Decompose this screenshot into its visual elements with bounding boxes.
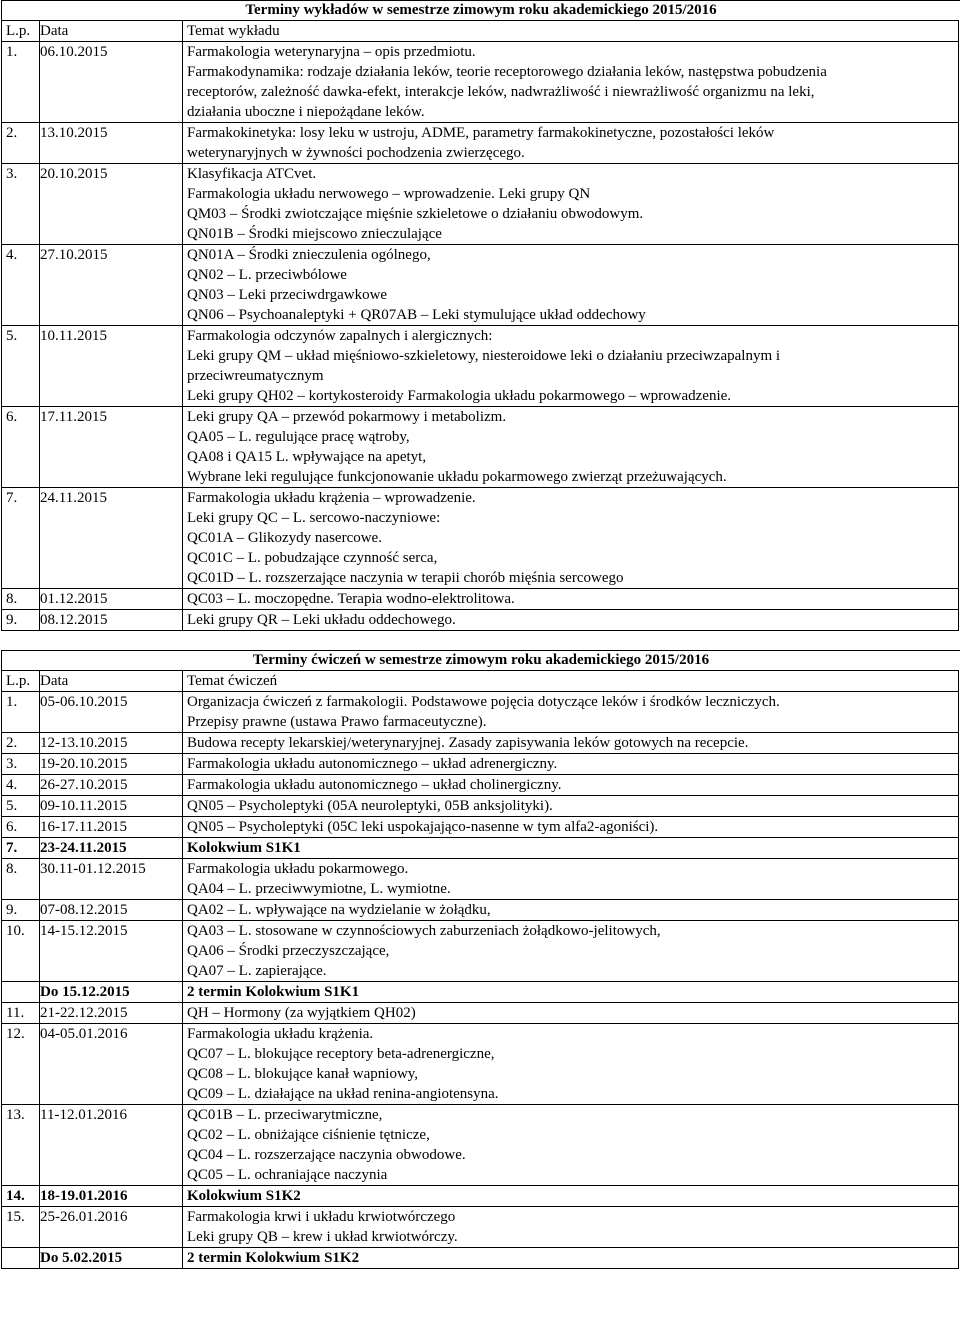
table-row xyxy=(2,817,959,838)
topic-line: Farmakologia układu autonomicznego – układ adrenergiczny. xyxy=(187,756,558,772)
topic-line: Farmakologia odczynów zapalnych i alergicznych: xyxy=(187,328,493,344)
topic-line: QC01D – L. rozszerzające naczynia w terapii chorób mięśnia sercowego xyxy=(187,570,624,586)
row-topic xyxy=(183,1105,959,1186)
header-lp: L.p. xyxy=(2,21,40,42)
topic-line: QC01A – Glikozydy nasercowe. xyxy=(187,530,382,546)
row-date: 01.12.2015 xyxy=(40,589,183,610)
topic-line: Farmakodynamika: rodzaje działania leków, teorie receptorowego działania leków, następstwa pobudzenia xyxy=(187,64,827,80)
topic-line: Organizacja ćwiczeń z farmakologii. Podstawowe pojęcia dotyczące leków i środków leczniczych. xyxy=(187,694,780,710)
topic-line: Farmakologia weterynaryjna – opis przedmiotu. xyxy=(187,44,476,60)
header-topic: Temat wykładu xyxy=(183,21,959,42)
table-row xyxy=(2,589,959,610)
row-number: 8. xyxy=(2,859,40,900)
topic-line: Farmakologia układu nerwowego – wprowadzenie. Leki grupy QN xyxy=(187,186,591,202)
exercises-header-row xyxy=(2,671,959,692)
topic-line: Leki grupy QC – L. sercowo-naczyniowe: xyxy=(187,510,441,526)
row-topic xyxy=(183,123,959,164)
row-number: 13. xyxy=(2,1105,40,1186)
row-date: 27.10.2015 xyxy=(40,245,183,326)
topic-line: QC03 – L. moczopędne. Terapia wodno-elektrolitowa. xyxy=(187,591,515,607)
topic-line: QC02 – L. obniżające ciśnienie tętnicze, xyxy=(187,1127,430,1143)
row-date: 24.11.2015 xyxy=(40,488,183,589)
row-date: 18-19.01.2016 xyxy=(40,1186,183,1207)
topic-line: Farmakologia układu krążenia – wprowadzenie. xyxy=(187,490,476,506)
row-date: 20.10.2015 xyxy=(40,164,183,245)
row-date: 14-15.12.2015 xyxy=(40,921,183,982)
table-row xyxy=(2,488,959,589)
row-date: 17.11.2015 xyxy=(40,407,183,488)
exercises-table xyxy=(1,670,959,1269)
header-date: Data xyxy=(40,671,183,692)
table-row xyxy=(2,733,959,754)
row-date: 08.12.2015 xyxy=(40,610,183,631)
topic-line: QA05 – L. regulujące pracę wątroby, xyxy=(187,429,410,445)
row-topic xyxy=(183,1024,959,1105)
topic-line: QM03 – Środki zwiotczające mięśnie szkieletowe o działaniu obwodowym. xyxy=(187,206,644,222)
topic-line: Leki grupy QM – układ mięśniowo-szkieletowy, niesteroidowe leki o działaniu przeciwzapalnym i xyxy=(187,348,781,364)
topic-line: QN05 – Psycholeptyki (05A neuroleptyki, 05B anksjolityki). xyxy=(187,798,553,814)
row-topic xyxy=(183,982,959,1003)
exercises-title: Terminy ćwiczeń w semestrze zimowym roku akademickiego 2015/2016 xyxy=(1,650,960,670)
lectures-title: Terminy wykładów w semestrze zimowym roku akademickiego 2015/2016 xyxy=(1,0,960,20)
row-topic xyxy=(183,733,959,754)
row-date: 26-27.10.2015 xyxy=(40,775,183,796)
row-date: 23-24.11.2015 xyxy=(40,838,183,859)
row-number: 2. xyxy=(2,123,40,164)
row-number: 7. xyxy=(2,838,40,859)
row-number: 3. xyxy=(2,754,40,775)
row-topic xyxy=(183,1186,959,1207)
table-row xyxy=(2,982,959,1003)
topic-line: receptorów, zależność dawka-efekt, interakcje leków, nadwrażliwość i niewrażliwość organizmu na leki, xyxy=(187,84,815,100)
row-number xyxy=(2,1248,40,1269)
topic-line: QA08 i QA15 L. wpływające na apetyt, xyxy=(187,449,427,465)
table-row xyxy=(2,1003,959,1024)
topic-line: Wybrane leki regulujące funkcjonowanie układu pokarmowego zwierząt przeżuwających. xyxy=(187,469,727,485)
table-row xyxy=(2,838,959,859)
table-row xyxy=(2,754,959,775)
table-row xyxy=(2,692,959,733)
row-number: 6. xyxy=(2,407,40,488)
row-date: 21-22.12.2015 xyxy=(40,1003,183,1024)
row-date: 30.11-01.12.2015 xyxy=(40,859,183,900)
header-lp: L.p. xyxy=(2,671,40,692)
topic-line: QN05 – Psycholeptyki (05C leki uspokajająco-nasenne w tym alfa2-agoniści). xyxy=(187,819,659,835)
row-date: 13.10.2015 xyxy=(40,123,183,164)
table-row xyxy=(2,123,959,164)
row-date: 06.10.2015 xyxy=(40,42,183,123)
row-topic xyxy=(183,921,959,982)
row-topic xyxy=(183,488,959,589)
table-row xyxy=(2,245,959,326)
topic-line: Kolokwium S1K1 xyxy=(187,840,301,856)
row-topic xyxy=(183,838,959,859)
row-date: 11-12.01.2016 xyxy=(40,1105,183,1186)
row-number: 11. xyxy=(2,1003,40,1024)
row-topic xyxy=(183,900,959,921)
header-date: Data xyxy=(40,21,183,42)
topic-line: QA04 – L. przeciwwymiotne, L. wymiotne. xyxy=(187,881,451,897)
row-topic xyxy=(183,326,959,407)
topic-line: QC08 – L. blokujące kanał wapniowy, xyxy=(187,1066,419,1082)
table-row xyxy=(2,796,959,817)
table-row xyxy=(2,1207,959,1248)
row-number: 2. xyxy=(2,733,40,754)
row-number: 3. xyxy=(2,164,40,245)
table-row xyxy=(2,1248,959,1269)
table-row xyxy=(2,1105,959,1186)
topic-line: Farmakologia układu autonomicznego – układ cholinergiczny. xyxy=(187,777,562,793)
table-row xyxy=(2,1186,959,1207)
topic-line: Leki grupy QA – przewód pokarmowy i metabolizm. xyxy=(187,409,507,425)
row-number: 1. xyxy=(2,692,40,733)
row-topic xyxy=(183,817,959,838)
table-row xyxy=(2,407,959,488)
topic-line: QC09 – L. działające na układ renina-angiotensyna. xyxy=(187,1086,499,1102)
topic-line: QN01B – Środki miejscowo znieczulające xyxy=(187,226,442,242)
row-topic xyxy=(183,1003,959,1024)
row-number xyxy=(2,982,40,1003)
row-topic xyxy=(183,245,959,326)
table-row xyxy=(2,921,959,982)
topic-line: QN06 – Psychoanaleptyki + QR07AB – Leki stymulujące układ oddechowy xyxy=(187,307,646,323)
lectures-table xyxy=(1,20,959,631)
topic-line: QN01A – Środki znieczulenia ogólnego, xyxy=(187,247,431,263)
row-date: Do 15.12.2015 xyxy=(40,982,183,1003)
topic-line: QA03 – L. stosowane w czynnościowych zaburzeniach żołądkowo-jelitowych, xyxy=(187,923,661,939)
row-number: 14. xyxy=(2,1186,40,1207)
topic-line: QC01B – L. przeciwarytmiczne, xyxy=(187,1107,383,1123)
header-topic: Temat ćwiczeń xyxy=(183,671,959,692)
topic-line: Budowa recepty lekarskiej/weterynaryjnej. Zasady zapisywania leków gotowych na recepcie. xyxy=(187,735,749,751)
row-topic xyxy=(183,407,959,488)
row-date: 12-13.10.2015 xyxy=(40,733,183,754)
row-number: 12. xyxy=(2,1024,40,1105)
topic-line: Przepisy prawne (ustawa Prawo farmaceutyczne). xyxy=(187,714,487,730)
topic-line: Farmakokinetyka: losy leku w ustroju, ADME, parametry farmakokinetyczne, pozostałości leków xyxy=(187,125,775,141)
table-row xyxy=(2,1024,959,1105)
table-row xyxy=(2,859,959,900)
topic-line: działania uboczne i niepożądane leków. xyxy=(187,104,425,120)
topic-line: przeciwreumatycznym xyxy=(187,368,324,384)
row-number: 4. xyxy=(2,245,40,326)
row-number: 7. xyxy=(2,488,40,589)
topic-line: QH – Hormony (za wyjątkiem QH02) xyxy=(187,1005,416,1021)
row-topic xyxy=(183,610,959,631)
row-number: 15. xyxy=(2,1207,40,1248)
topic-line: 2 termin Kolokwium S1K1 xyxy=(187,984,360,1000)
topic-line: Leki grupy QB – krew i układ krwiotwórczy. xyxy=(187,1229,458,1245)
row-date: 05-06.10.2015 xyxy=(40,692,183,733)
topic-line: QC05 – L. ochraniające naczynia xyxy=(187,1167,388,1183)
topic-line: Farmakologia krwi i układu krwiotwórczego xyxy=(187,1209,456,1225)
topic-line: Farmakologia układu krążenia. xyxy=(187,1026,374,1042)
lectures-header-row xyxy=(2,21,959,42)
topic-line: QA07 – L. zapierające. xyxy=(187,963,327,979)
row-date: 09-10.11.2015 xyxy=(40,796,183,817)
row-topic xyxy=(183,692,959,733)
row-number: 5. xyxy=(2,796,40,817)
topic-line: weterynaryjnych w żywności pochodzenia zwierzęcego. xyxy=(187,145,525,161)
row-number: 4. xyxy=(2,775,40,796)
table-row xyxy=(2,326,959,407)
topic-line: Klasyfikacja ATCvet. xyxy=(187,166,317,182)
row-date: 07-08.12.2015 xyxy=(40,900,183,921)
topic-line: Leki grupy QH02 – kortykosteroidy Farmakologia układu pokarmowego – wprowadzenie. xyxy=(187,388,732,404)
row-date: 10.11.2015 xyxy=(40,326,183,407)
topic-line: 2 termin Kolokwium S1K2 xyxy=(187,1250,360,1266)
row-topic xyxy=(183,164,959,245)
row-date: 16-17.11.2015 xyxy=(40,817,183,838)
row-number: 8. xyxy=(2,589,40,610)
table-row xyxy=(2,900,959,921)
topic-line: QN02 – L. przeciwbólowe xyxy=(187,267,347,283)
row-topic xyxy=(183,1248,959,1269)
row-date: 25-26.01.2016 xyxy=(40,1207,183,1248)
table-row xyxy=(2,610,959,631)
row-number: 1. xyxy=(2,42,40,123)
row-number: 9. xyxy=(2,900,40,921)
table-row xyxy=(2,775,959,796)
row-number: 5. xyxy=(2,326,40,407)
row-topic xyxy=(183,796,959,817)
table-row xyxy=(2,164,959,245)
topic-line: Leki grupy QR – Leki układu oddechowego. xyxy=(187,612,456,628)
row-number: 10. xyxy=(2,921,40,982)
row-number: 9. xyxy=(2,610,40,631)
row-topic xyxy=(183,1207,959,1248)
topic-line: QC01C – L. pobudzające czynność serca, xyxy=(187,550,438,566)
topic-line: QC04 – L. rozszerzające naczynia obwodowe. xyxy=(187,1147,466,1163)
row-date: 04-05.01.2016 xyxy=(40,1024,183,1105)
row-date: Do 5.02.2015 xyxy=(40,1248,183,1269)
topic-line: QA02 – L. wpływające na wydzielanie w żołądku, xyxy=(187,902,491,918)
row-topic xyxy=(183,859,959,900)
row-date: 19-20.10.2015 xyxy=(40,754,183,775)
topic-line: QN03 – Leki przeciwdrgawkowe xyxy=(187,287,388,303)
topic-line: Farmakologia układu pokarmowego. xyxy=(187,861,409,877)
row-topic xyxy=(183,589,959,610)
row-topic xyxy=(183,42,959,123)
topic-line: QC07 – L. blokujące receptory beta-adrenergiczne, xyxy=(187,1046,495,1062)
topic-line: QA06 – Środki przeczyszczające, xyxy=(187,943,390,959)
topic-line: Kolokwium S1K2 xyxy=(187,1188,301,1204)
row-topic xyxy=(183,754,959,775)
row-topic xyxy=(183,775,959,796)
table-row xyxy=(2,42,959,123)
row-number: 6. xyxy=(2,817,40,838)
